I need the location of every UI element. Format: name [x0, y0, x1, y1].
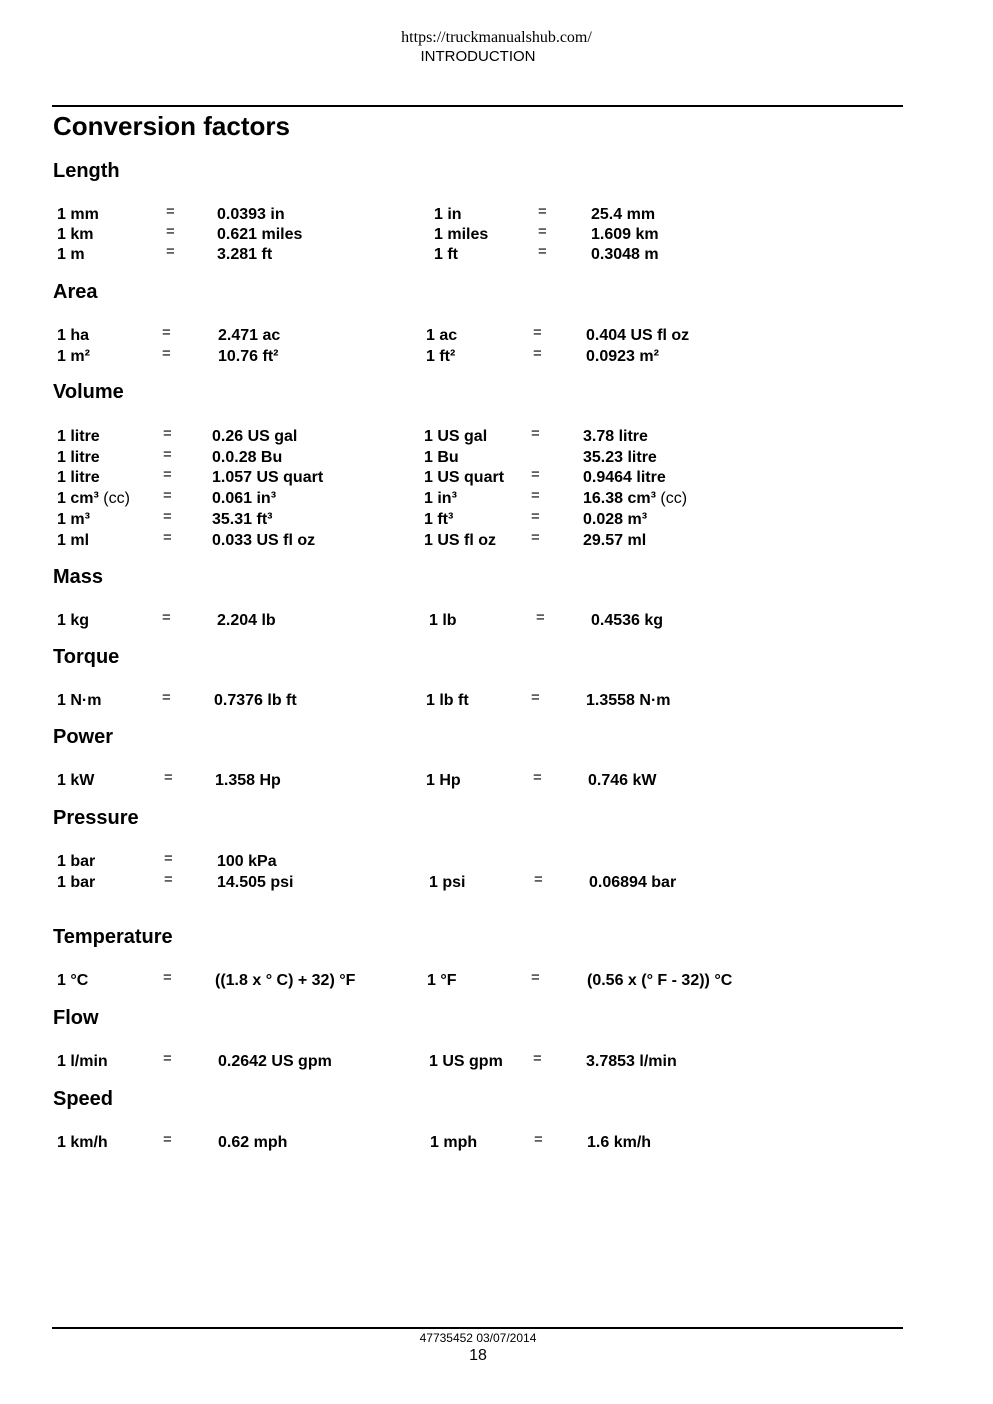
equals-sign: = [531, 466, 540, 483]
conversion-row [0, 873, 993, 894]
from-unit: 1 ha [57, 327, 90, 344]
section-title: Mass [53, 566, 104, 588]
conversion-row [0, 468, 993, 489]
equals-sign: = [163, 529, 172, 546]
chapter-title: INTRODUCTION [420, 48, 536, 65]
equals-sign: = [533, 324, 542, 341]
from-unit: 1 kg [57, 612, 90, 629]
reverse-value: 0.4536 kg [591, 612, 664, 629]
conversion-row [0, 245, 993, 266]
to-value: ((1.8 x ° C) + 32) °F [215, 972, 356, 989]
reverse-unit: 1 US gal [424, 428, 488, 445]
reverse-unit: 1 psi [429, 874, 466, 891]
equals-sign: = [534, 871, 543, 888]
reverse-value: 1.609 km [591, 226, 659, 243]
from-unit: 1 km/h [57, 1134, 108, 1151]
page-number: 18 [469, 1347, 487, 1364]
reverse-value: 0.3048 m [591, 246, 659, 263]
from-unit: 1 bar [57, 853, 96, 870]
to-value: 1.057 US quart [212, 469, 324, 486]
to-value: 2.204 lb [217, 612, 276, 629]
reverse-unit: 1 US gpm [429, 1053, 503, 1070]
conversion-row [0, 225, 993, 246]
equals-sign: = [162, 609, 171, 626]
equals-sign: = [531, 425, 540, 442]
reverse-value: 25.4 mm [591, 206, 656, 223]
to-value: 0.7376 lb ft [214, 692, 297, 709]
equals-sign: = [538, 223, 547, 240]
equals-sign: = [538, 243, 547, 260]
to-value: 0.061 in³ [212, 490, 277, 507]
equals-sign: = [533, 769, 542, 786]
reverse-unit: 1 ft³ [424, 511, 454, 528]
to-value: 0.621 miles [217, 226, 303, 243]
to-value: 0.033 US fl oz [212, 532, 316, 549]
equals-sign: = [163, 425, 172, 442]
section-title: Flow [53, 1007, 99, 1029]
conversion-row [0, 531, 993, 552]
conversion-row [0, 1052, 993, 1073]
reverse-unit: 1 ft² [426, 348, 456, 365]
reverse-value: 29.57 ml [583, 532, 647, 549]
equals-sign: = [163, 508, 172, 525]
equals-sign: = [163, 1050, 172, 1067]
from-unit: 1 m³ [57, 511, 90, 528]
equals-sign: = [533, 345, 542, 362]
reverse-value: 35.23 litre [583, 449, 657, 466]
section-title: Power [53, 726, 114, 748]
conversion-row [0, 510, 993, 531]
from-unit: 1 km [57, 226, 94, 243]
document-code: 47735452 03/07/2014 [419, 1331, 537, 1345]
reverse-value: 0.0923 m² [586, 348, 659, 365]
reverse-value: 1.6 km/h [587, 1134, 652, 1151]
reverse-value: 0.06894 bar [589, 874, 677, 891]
equals-sign: = [531, 529, 540, 546]
from-unit: 1 l/min [57, 1053, 108, 1070]
conversion-row [0, 326, 993, 347]
section-title: Torque [53, 646, 120, 668]
from-unit: 1 ml [57, 532, 90, 549]
to-value: 35.31 ft³ [212, 511, 273, 528]
conversion-row [0, 489, 993, 510]
reverse-unit: 1 lb ft [426, 692, 469, 709]
equals-sign: = [531, 969, 540, 986]
equals-sign: = [531, 689, 540, 706]
reverse-value: 0.9464 litre [583, 469, 666, 486]
reverse-value: 0.028 m³ [583, 511, 648, 528]
equals-sign: = [162, 689, 171, 706]
equals-sign: = [163, 1131, 172, 1148]
to-value: 0.2642 US gpm [218, 1053, 332, 1070]
conversion-row [0, 205, 993, 226]
section-title: Pressure [53, 807, 139, 829]
reverse-unit: 1 in³ [424, 490, 457, 507]
reverse-value: 3.7853 l/min [586, 1053, 677, 1070]
equals-sign: = [533, 1050, 542, 1067]
reverse-value: 3.78 litre [583, 428, 648, 445]
equals-sign: = [164, 850, 173, 867]
conversion-row [0, 971, 993, 992]
equals-sign: = [162, 324, 171, 341]
reverse-value: 16.38 cm³ (cc) [583, 490, 688, 507]
equals-sign: = [166, 223, 175, 240]
conversion-row [0, 1133, 993, 1154]
conversion-row [0, 611, 993, 632]
reverse-unit: 1 in [434, 206, 462, 223]
reverse-unit: 1 °F [427, 972, 457, 989]
from-unit: 1 mm [57, 206, 99, 223]
reverse-unit: 1 ac [426, 327, 458, 344]
from-unit: 1 litre [57, 428, 100, 445]
equals-sign: = [164, 769, 173, 786]
from-unit: 1 litre [57, 449, 100, 466]
equals-sign: = [164, 871, 173, 888]
reverse-value: 0.404 US fl oz [586, 327, 690, 344]
equals-sign: = [538, 203, 547, 220]
reverse-unit: 1 lb [429, 612, 457, 629]
equals-sign: = [162, 345, 171, 362]
to-value: 100 kPa [217, 853, 277, 870]
unit-note: (cc) [103, 490, 130, 507]
section-title: Speed [53, 1088, 114, 1110]
reverse-unit: 1 US fl oz [424, 532, 497, 549]
equals-sign: = [536, 609, 545, 626]
equals-sign: = [166, 203, 175, 220]
reverse-value: (0.56 x (° F - 32)) °C [587, 972, 733, 989]
to-value: 2.471 ac [218, 327, 281, 344]
from-unit: 1 bar [57, 874, 96, 891]
reverse-value: 0.746 kW [588, 772, 657, 789]
reverse-value: 1.3558 N·m [586, 692, 671, 709]
page-title: Conversion factors [53, 111, 290, 141]
equals-sign: = [163, 466, 172, 483]
footer-divider [52, 1327, 903, 1329]
from-unit: 1 litre [57, 469, 100, 486]
unit-note: (cc) [660, 490, 688, 507]
header-url: https://truckmanualshub.com/ [401, 29, 592, 46]
equals-sign: = [163, 487, 172, 504]
section-title: Area [53, 281, 98, 303]
equals-sign: = [166, 243, 175, 260]
from-unit: 1 °C [57, 972, 89, 989]
equals-sign: = [531, 508, 540, 525]
to-value: 3.281 ft [217, 246, 273, 263]
equals-sign: = [531, 487, 540, 504]
to-value: 0.0393 in [217, 206, 285, 223]
conversion-row [0, 448, 993, 469]
conversion-row [0, 852, 993, 873]
header-divider [52, 105, 903, 107]
equals-sign: = [534, 1131, 543, 1148]
to-value: 0.26 US gal [212, 428, 298, 445]
to-value: 10.76 ft² [218, 348, 279, 365]
reverse-unit: 1 Hp [426, 772, 461, 789]
reverse-unit: 1 Bu [424, 449, 459, 466]
section-title: Volume [53, 381, 124, 403]
conversion-row [0, 427, 993, 448]
from-unit: 1 m [57, 246, 85, 263]
from-unit: 1 kW [57, 772, 95, 789]
section-title: Length [53, 160, 120, 182]
from-unit: 1 m² [57, 348, 90, 365]
reverse-unit: 1 mph [430, 1134, 478, 1151]
conversion-row [0, 691, 993, 712]
reverse-unit: 1 miles [434, 226, 489, 243]
to-value: 0.62 mph [218, 1134, 288, 1151]
equals-sign: = [163, 969, 172, 986]
from-unit: 1 cm³ (cc) [57, 490, 130, 507]
conversion-row [0, 347, 993, 368]
to-value: 14.505 psi [217, 874, 294, 891]
from-unit: 1 N·m [57, 692, 102, 709]
section-title: Temperature [53, 926, 173, 948]
to-value: 0.0.28 Bu [212, 449, 283, 466]
reverse-unit: 1 ft [434, 246, 458, 263]
equals-sign: = [163, 446, 172, 463]
conversion-row [0, 771, 993, 792]
reverse-unit: 1 US quart [424, 469, 505, 486]
to-value: 1.358 Hp [215, 772, 281, 789]
